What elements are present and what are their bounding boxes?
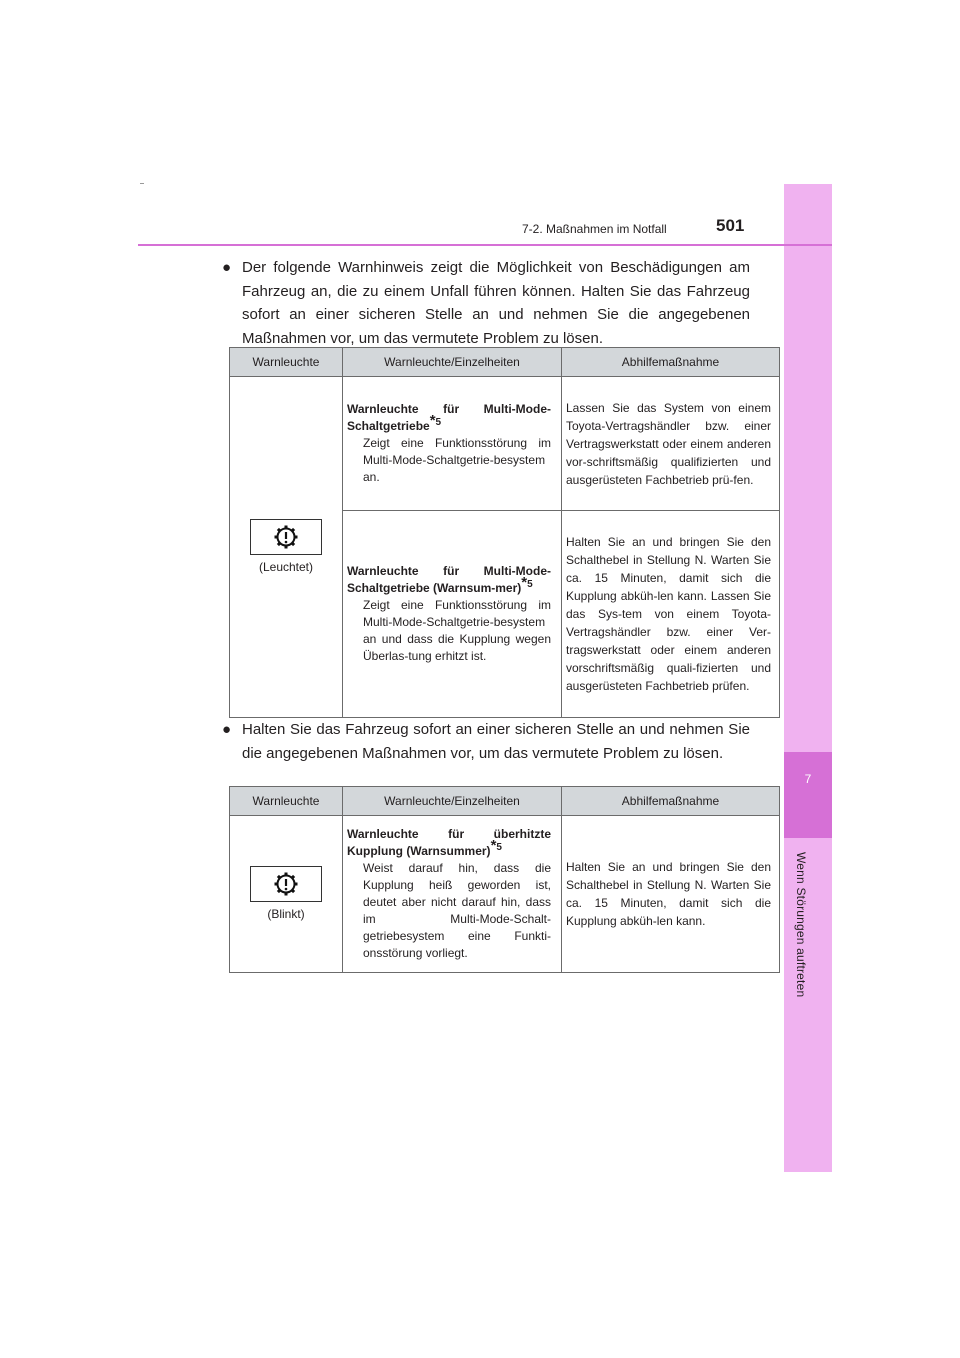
header-action: Abhilfemaßnahme: [562, 787, 780, 816]
bullet-icon: ●: [222, 259, 232, 276]
detail-title: Warnleuchte für Multi-Mode-Schaltgetriebe: [347, 402, 551, 433]
footnote-ref: 5: [435, 417, 442, 428]
bullet-paragraph-2: [222, 718, 750, 765]
chapter-sidebar: [784, 184, 832, 1172]
page-number: 501: [716, 216, 745, 235]
chapter-number: 7: [804, 772, 812, 786]
crop-mark: [140, 183, 144, 184]
header-action: Abhilfemaßnahme: [562, 348, 780, 377]
warning-table-1: [229, 347, 780, 718]
detail-cell: Warnleuchte für überhitzte Kupplung (Warnsummer)$^{*5}$ Weist darauf hin, dass die Kupplung heiß geworden ist, deutet aber nicht darauf hin, dass im Multi-Mode-Schalt-getriebesystem eine Funkti-onsstörung vorliegt.: [343, 816, 562, 973]
header-rule: [138, 244, 832, 246]
detail-cell: Warnleuchte für Multi-Mode-Schaltgetriebe$^{*5}$ Zeigt eine Funktionsstörung im Multi-Mode-Schaltgetrie-besystem an.: [343, 377, 562, 511]
light-state: (Blinkt): [267, 906, 305, 921]
chapter-tab: [784, 752, 832, 838]
bullet-icon: ●: [222, 721, 232, 738]
detail-description: Zeigt eine Funktionsstörung im Multi-Mode-Schaltgetrie-besystem an.: [363, 436, 551, 484]
section-title: 7-2. Maßnahmen im Notfall: [522, 222, 667, 236]
table-header-row: [230, 787, 780, 816]
light-cell: [230, 816, 343, 973]
footnote-ref: 5: [496, 842, 502, 853]
bullet-text-2: Halten Sie das Fahrzeug sofort an einer sicheren Stelle an und nehmen Sie die angegebenen Maßnahmen vor, um das vermutete Problem zu lösen.: [242, 721, 750, 762]
detail-cell: Warnleuchte für Multi-Mode-Schaltgetriebe (Warnsum-mer)$^{*5}$ Zeigt eine Funktionsstörung im Multi-Mode-Schaltgetrie-besystem an und dass die Kupplung wegen Überlas-tung erhitzt ist.: [343, 511, 562, 718]
action-cell: Halten Sie an und bringen Sie den Schalthebel in Stellung N. Warten Sie ca. 15 Minuten, damit sich die Kupplung abküh-len kann.: [562, 816, 780, 973]
header-details: Warnleuchte/Einzelheiten: [343, 348, 562, 377]
action-cell: Lassen Sie das System von einem Toyota-Vertragshändler bzw. einer Vertragswerkstatt oder einem anderen vor-schriftsmäßig qualifizierten und ausgerüsteten Fachbetrieb prü-fen.: [562, 377, 780, 511]
table-header-row: [230, 348, 780, 377]
bullet-paragraph-1: [222, 256, 750, 350]
gear-warning-icon: [250, 866, 322, 902]
light-state: (Leuchtet): [258, 559, 314, 574]
header-warnleuchte: Warnleuchte: [230, 348, 343, 377]
detail-description: Weist darauf hin, dass die Kupplung heiß geworden ist, deutet aber nicht darauf hin, dass im Multi-Mode-Schalt-getriebesystem eine Funkti-onsstörung vorliegt.: [363, 861, 551, 960]
chapter-title: Wenn Störungen auftreten: [794, 852, 808, 998]
detail-title: Warnleuchte für Multi-Mode-Schaltgetriebe (Warnsum-mer): [347, 564, 551, 595]
header-warnleuchte: Warnleuchte: [230, 787, 343, 816]
footnote-ref: 5: [527, 579, 533, 590]
table-row: [230, 816, 780, 973]
detail-title: Warnleuchte für überhitzte Kupplung (Warnsummer): [347, 827, 551, 858]
gear-warning-icon: [250, 519, 322, 555]
table-row: [230, 377, 780, 511]
action-cell: Halten Sie an und bringen Sie den Schalthebel in Stellung N. Warten Sie ca. 15 Minuten, damit sich die Kupplung abküh-len kann. Lassen Sie das Sys-tem von einem Toyota-Vertragshändler bzw. einer Ver-tragswerkstatt oder einem anderen vorschriftsmäßig quali-fizierten und ausgerüsteten Fachbetrieb prüfen.: [562, 511, 780, 718]
warning-table-2: [229, 786, 780, 973]
light-cell: [230, 377, 343, 718]
bullet-text-1: Der folgende Warnhinweis zeigt die Möglichkeit von Beschädigungen am Fahrzeug an, die zu einem Unfall führen können. Halten Sie das Fahrzeug sofort an einer sicheren Stelle an und nehmen Sie die angegebenen Maßnahmen vor, um das vermutete Problem zu lösen.: [242, 259, 750, 347]
header-details: Warnleuchte/Einzelheiten: [343, 787, 562, 816]
detail-description: Zeigt eine Funktionsstörung im Multi-Mode-Schaltgetrie-besystem an und dass die Kupplung wegen Überlas-tung erhitzt ist.: [363, 598, 551, 663]
